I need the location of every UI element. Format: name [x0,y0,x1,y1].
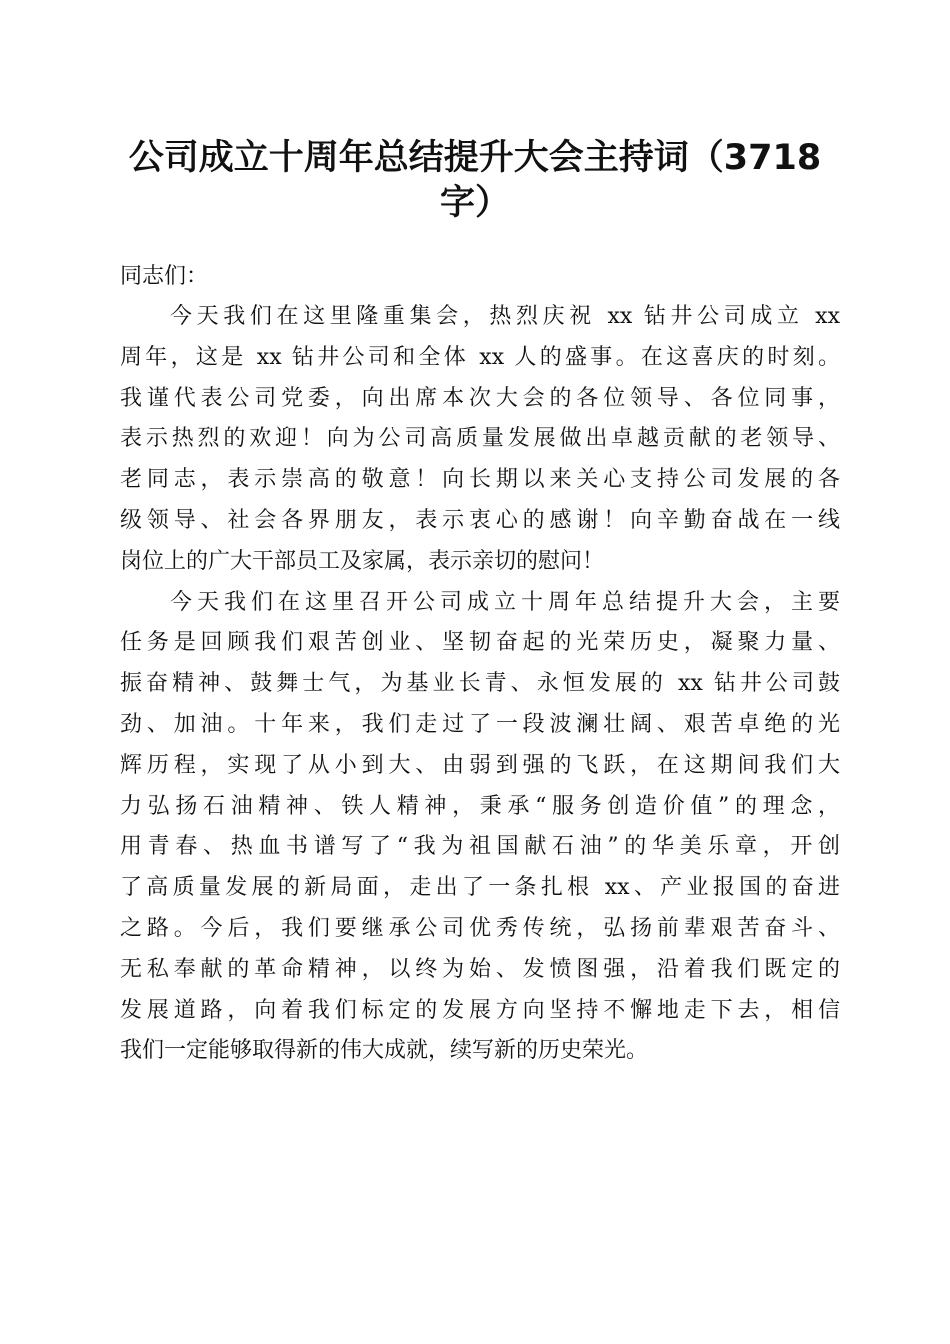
text-line: 用青春、热血书谱写了“我为祖国献石油”的华美乐章，开创 [120,834,840,860]
text-line: 无私奉献的革命精神，以终为始、发愤图强，沿着我们既定的 [120,956,840,982]
text-line: 我谨代表公司党委，向出席本次大会的各位领导、各位同事， [120,385,840,411]
text-line: 周年，这是 xx 钻井公司和全体 xx 人的盛事。在这喜庆的时刻。 [120,344,840,370]
text-line: 今天我们在这里召开公司成立十周年总结提升大会，主要 [170,589,840,615]
paragraph-2 [120,583,840,1073]
document-body [120,257,840,1072]
text-line: 发展道路，向着我们标定的发展方向坚持不懈地走下去，相信 [120,997,840,1023]
paragraph-1 [120,297,840,583]
text-line: 振奋精神、鼓舞士气，为基业长青、永恒发展的 xx 钻井公司鼓 [120,671,840,697]
text-line: 岗位上的广大干部员工及家属，表示亲切的慰问！ [120,548,605,574]
text-line: 级领导、社会各界朋友，表示衷心的感谢！向辛勤奋战在一线 [120,507,840,533]
salutation: 同志们： [120,264,209,289]
text-line: 劲、加油。十年来，我们走过了一段波澜壮阔、艰苦卓绝的光 [120,711,840,737]
text-line: 今天我们在这里隆重集会，热烈庆祝 xx 钻井公司成立 xx [170,304,840,329]
text-line: 力弘扬石油精神、铁人精神，秉承“服务创造价值”的理念， [120,793,840,819]
text-line: 之路。今后，我们要继承公司优秀传统，弘扬前辈艰苦奋斗、 [120,915,840,941]
text-line: 辉历程，实现了从小到大、由弱到强的飞跃，在这期间我们大 [120,752,840,778]
text-line: 老同志，表示崇高的敬意！向长期以来关心支持公司发展的各 [120,467,840,493]
text-line: 任务是回顾我们艰苦创业、坚韧奋起的光荣历史，凝聚力量、 [120,630,840,656]
text-line: 了高质量发展的新局面，走出了一条扎根 xx、产业报国的奋进 [120,875,840,901]
text-line: 表示热烈的欢迎！向为公司高质量发展做出卓越贡献的老领导、 [120,426,840,452]
document-title: 公司成立十周年总结提升大会主持词（3718字） [128,138,822,223]
text-line: 我们一定能够取得新的伟大成就，续写新的历史荣光。 [120,1038,649,1064]
